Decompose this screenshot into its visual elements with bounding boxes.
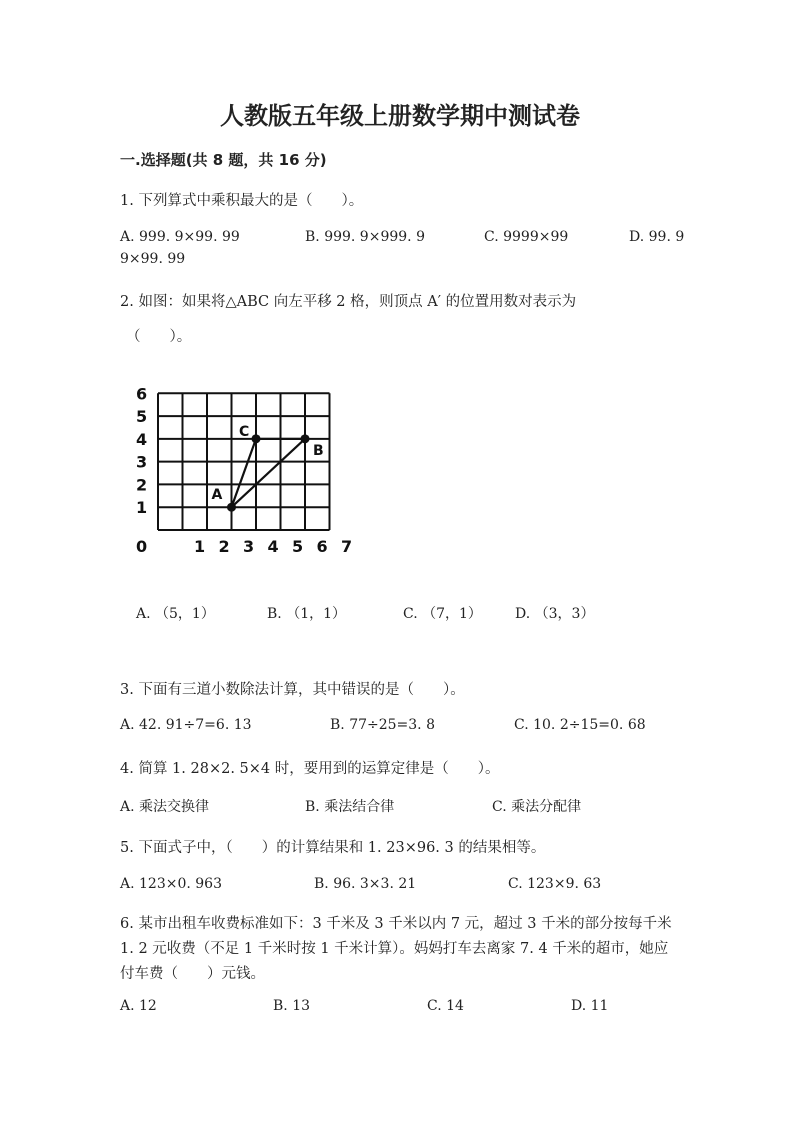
grid-lines — [158, 393, 330, 530]
question-4: 4. 简算 1. 28×2. 5×4 时，要用到的运算定律是（ ）。 — [120, 761, 500, 777]
x-axis-ticks — [136, 537, 352, 556]
q3-option-a[interactable]: A. 42. 91÷7=6. 13 — [120, 717, 252, 733]
vertex-point-a — [227, 503, 236, 512]
q4-option-b[interactable]: B. 乘法结合律 — [305, 799, 395, 815]
question-2: 2. 如图：如果将△ABC 向左平移 2 格，则顶点 A′ 的位置用数对表示为 — [120, 294, 577, 310]
q3-option-b[interactable]: B. 77÷25=3. 8 — [330, 717, 435, 733]
q6-option-b[interactable]: B. 13 — [273, 998, 311, 1014]
q5-option-b[interactable]: B. 96. 3×3. 21 — [314, 876, 417, 892]
vertex-point-b — [301, 434, 310, 443]
question-2-blank: （ ）。 — [126, 329, 192, 345]
q2-option-a[interactable]: A. （5，1） — [136, 606, 215, 622]
section-heading: 一.选择题(共 8 题，共 16 分) — [120, 151, 327, 169]
q1-option-b[interactable]: B. 999. 9×999. 9 — [305, 229, 425, 245]
page-title: 人教版五年级上册数学期中测试卷 — [220, 102, 580, 130]
q2-option-c[interactable]: C. （7，1） — [403, 606, 482, 622]
x-tick-label: 1 — [193, 537, 206, 556]
y-tick-label: 3 — [136, 452, 148, 472]
question-3: 3. 下面有三道小数除法计算，其中错误的是（ ）。 — [120, 682, 465, 698]
y-tick-label: 1 — [136, 498, 148, 518]
q6-option-a[interactable]: A. 12 — [120, 998, 157, 1014]
y-tick-label: 5 — [136, 407, 148, 427]
coordinate-grid-figure — [130, 380, 353, 556]
q1-option-c[interactable]: C. 9999×99 — [484, 229, 569, 245]
vertex-label-a: A — [211, 487, 223, 504]
vertex-label-c: C — [239, 423, 250, 440]
x-tick-label: 0 — [136, 537, 148, 556]
y-tick-label: 4 — [136, 429, 148, 449]
q5-option-c[interactable]: C. 123×9. 63 — [508, 876, 602, 892]
q1-option-d[interactable]: D. 99. 9 — [629, 229, 685, 245]
q5-option-a[interactable]: A. 123×0. 963 — [120, 876, 222, 892]
y-tick-label: 6 — [136, 384, 148, 404]
x-tick-label: 2 — [218, 537, 230, 556]
question-1: 1. 下列算式中乘积最大的是（ ）。 — [120, 193, 364, 209]
x-tick-label: 3 — [242, 537, 255, 556]
x-tick-label: 5 — [291, 537, 304, 556]
y-axis-ticks — [136, 384, 147, 517]
triangle-abc — [212, 424, 324, 512]
q3-option-c[interactable]: C. 10. 2÷15=0. 68 — [514, 717, 646, 733]
x-tick-label: 7 — [340, 537, 353, 556]
q1-option-a[interactable]: A. 999. 9×99. 99 — [120, 229, 240, 245]
q2-option-d[interactable]: D. （3，3） — [515, 606, 595, 622]
q6-option-c[interactable]: C. 14 — [427, 998, 464, 1014]
x-tick-label: 4 — [267, 537, 279, 556]
question-6: 6. 某市出租车收费标准如下：3 千米及 3 千米以内 7 元，超过 3 千米的部分按每千米 1. 2 元收费（不足 1 千米时按 1 千米计算）。妈妈打车去离家 7. 4 千米的超市，她应付车费（ ）元钱。 — [120, 916, 672, 982]
q2-option-b[interactable]: B. （1，1） — [267, 606, 347, 622]
q6-option-d[interactable]: D. 11 — [571, 998, 609, 1014]
q4-option-c[interactable]: C. 乘法分配律 — [492, 799, 582, 815]
y-tick-label: 2 — [136, 475, 148, 495]
q1-option-d-continued: 9×99. 99 — [120, 251, 186, 267]
vertex-label-b: B — [313, 442, 324, 459]
q4-option-a[interactable]: A. 乘法交换律 — [120, 799, 210, 815]
x-tick-label: 6 — [316, 537, 328, 556]
vertex-point-c — [252, 434, 261, 443]
question-5: 5. 下面式子中，（ ）的计算结果和 1. 23×96. 3 的结果相等。 — [120, 840, 546, 856]
triangle-edge — [232, 439, 306, 507]
